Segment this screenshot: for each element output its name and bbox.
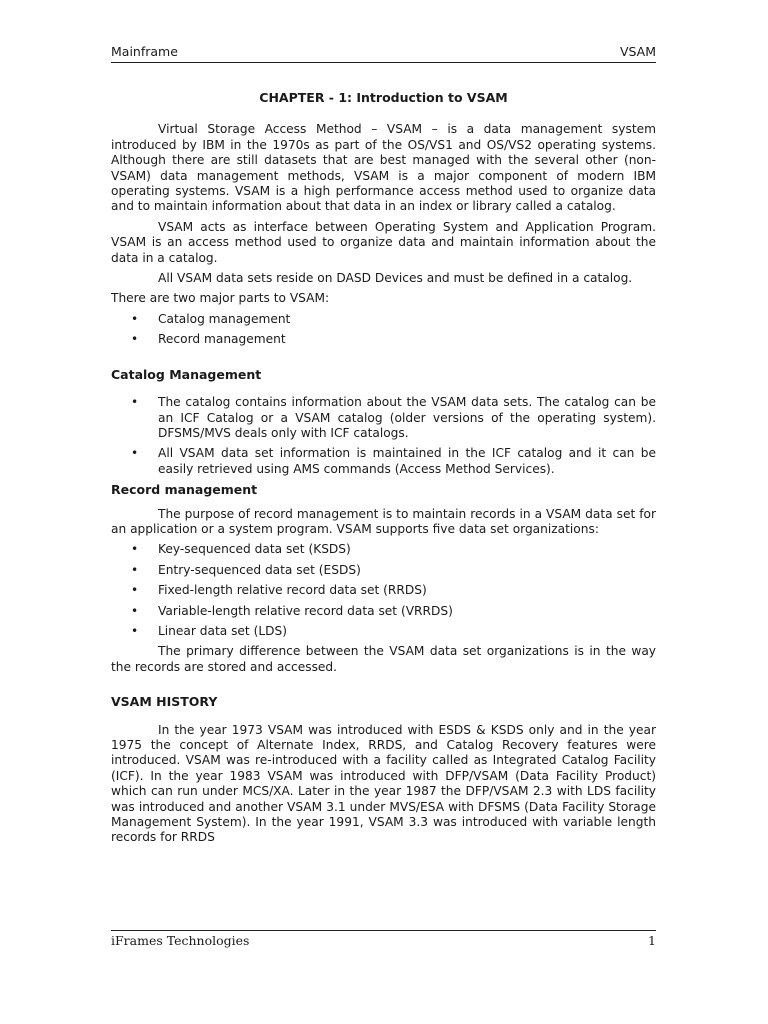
vsam-parts-list <box>111 312 656 348</box>
list-item: • Entry-sequenced data set (ESDS) <box>111 563 656 578</box>
footer-left: iFrames Technologies <box>111 933 250 948</box>
chapter-title: CHAPTER - 1: Introduction to VSAM <box>259 90 508 105</box>
section-heading-catalog: Catalog Management <box>111 366 262 382</box>
page-body <box>111 90 656 851</box>
intro-paragraph-1: Virtual Storage Access Method – VSAM – is a data management system introduced by IBM in the 1970s as part of the OS/VS1 and OS/VS2 operating systems. Although there are still datasets that are best managed with the several other (non-VSAM) data management methods, VSAM is a major component of modern IBM operating systems. VSAM is a high performance access method used to organize data and to maintain information about that data in an index or library called a catalog. <box>111 122 656 214</box>
record-paragraph-2: The primary difference between the VSAM data set organizations is in the way the records are stored and accessed. <box>111 644 656 674</box>
list-item: • Fixed-length relative record data set (RRDS) <box>111 583 656 598</box>
list-item: • Linear data set (LDS) <box>111 624 656 639</box>
list-item: • Catalog management <box>111 312 656 327</box>
list-item: • All VSAM data set information is maintained in the ICF catalog and it can be easily retrieved using AMS commands (Access Method Services). <box>111 446 656 477</box>
list-item: • The catalog contains information about the VSAM data sets. The catalog can be an ICF Catalog or a VSAM catalog (older versions of the operating system). DFSMS/MVS deals only with ICF catalogs. <box>111 395 656 441</box>
list-item: • Variable-length relative record data set (VRRDS) <box>111 604 656 619</box>
data-set-organizations-list <box>111 542 656 639</box>
list-item: • Record management <box>111 332 656 347</box>
section-heading-record: Record management <box>111 482 258 498</box>
header-left: Mainframe <box>111 44 178 59</box>
list-item: • Key-sequenced data set (KSDS) <box>111 542 656 557</box>
history-paragraph: In the year 1973 VSAM was introduced with ESDS & KSDS only and in the year 1975 the concept of Alternate Index, RRDS, and Catalog Recovery features were introduced. VSAM was re-introduced with a facility called as Integrated Catalog Facility (ICF). In the year 1983 VSAM was introduced with DFP/VSAM (Data Facility Product) which can run under MCS/XA. Later in the year 1987 the DFP/VSAM 2.3 with LDS facility was introduced and another VSAM 3.1 under MVS/ESA with DFSMS (Data Facility Storage Management System). In the year 1991, VSAM 3.3 was introduced with variable length records for RRDS <box>111 722 656 845</box>
header-right: VSAM <box>619 44 656 59</box>
page-header <box>111 44 656 63</box>
page-footer <box>111 930 656 949</box>
record-paragraph-1: The purpose of record management is to maintain records in a VSAM data set for an application or a system program. VSAM supports five data set organizations: <box>111 506 656 536</box>
intro-paragraph-2: VSAM acts as interface between Operating System and Application Program. VSAM is an access method used to organize data and maintain information about the data in a catalog. <box>111 219 656 265</box>
catalog-bullets <box>111 395 656 477</box>
intro-paragraph-3: All VSAM data sets reside on DASD Devices and must be defined in a catalog. <box>158 271 633 286</box>
intro-paragraph-4: There are two major parts to VSAM: <box>111 291 330 306</box>
section-heading-history: VSAM HISTORY <box>111 694 218 710</box>
page-number: 1 <box>648 933 656 948</box>
